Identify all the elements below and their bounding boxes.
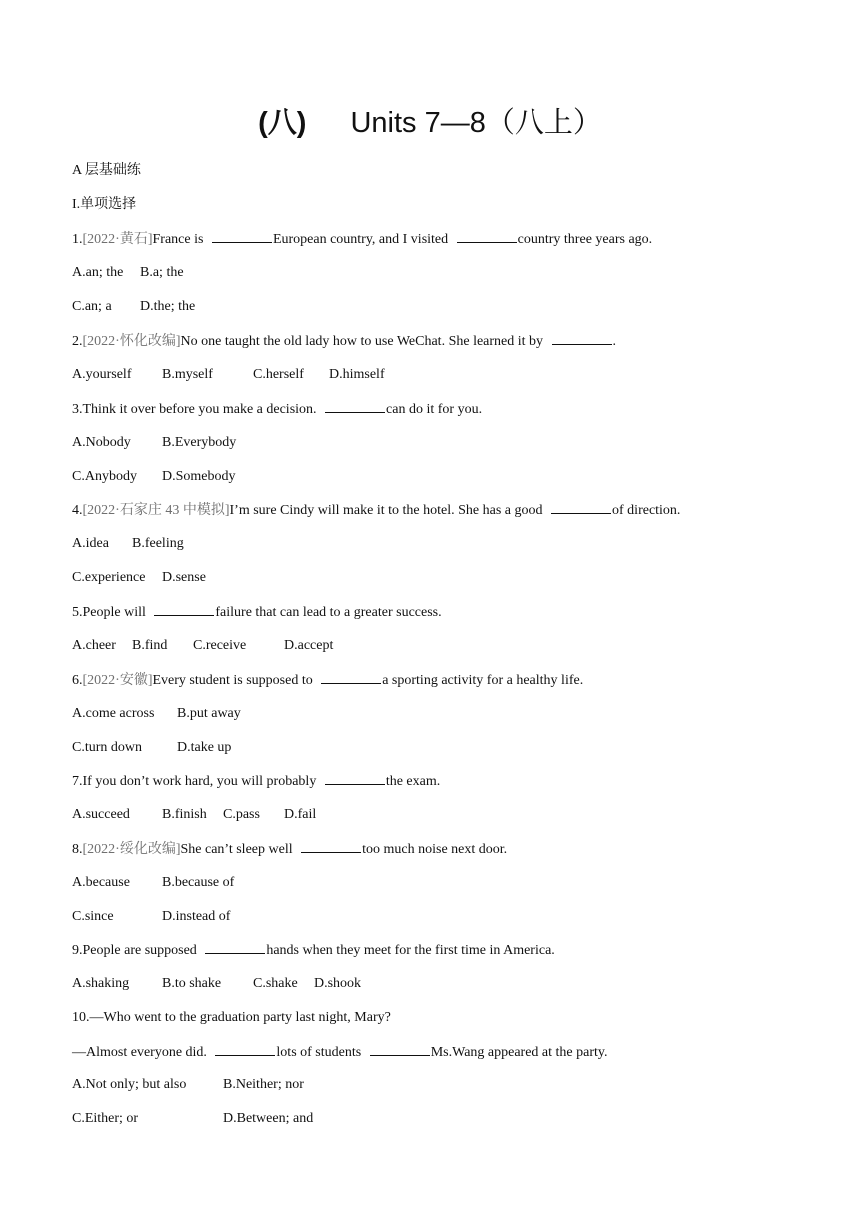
question-number: 5. [72,605,83,620]
options-row [72,975,361,993]
question-text: the exam. [385,774,441,789]
question-10 [72,1009,391,1027]
question-number: 1. [72,232,83,247]
question-9 [72,941,555,960]
option-c: C.since [72,909,114,924]
option-b: B.myself [162,367,213,382]
question-4 [72,501,680,520]
question-number: 3. [72,402,83,417]
option-a: A.yourself [72,367,132,382]
option-a: A.come across [72,706,155,721]
question-text: European country, and I visited [272,232,452,247]
options-row [72,298,195,316]
option-b: B.finish [162,807,207,822]
options-row [72,264,184,282]
question-source: [2022·绥化改编] [82,842,181,857]
option-b: B.Everybody [162,435,237,450]
part-heading: I.单项选择 [72,197,137,212]
answer-blank [321,671,381,684]
question-text: can do it for you. [386,402,483,417]
section-heading: A 层基础练 [72,163,141,178]
option-c: C.herself [253,367,304,382]
question-text: France is [152,232,207,247]
option-a: A.Nobody [72,435,131,450]
question-number: 9. [72,943,83,958]
option-d: D.accept [284,638,334,653]
question-text: Every student is supposed to [152,673,317,688]
page-title [0,100,860,141]
options-row [72,434,236,452]
option-c: C.an; a [72,299,112,314]
question-3 [72,400,482,419]
option-c: C.Anybody [72,469,137,484]
option-d: D.take up [177,740,232,755]
question-text: failure that can lead to a greater success. [215,605,442,620]
question-source: [2022·石家庄 43 中模拟] [82,503,230,518]
question-text: Think it over before you make a decision. [82,402,321,417]
option-c: C.shake [253,976,298,991]
answer-blank [370,1043,430,1056]
question-6 [72,671,583,690]
question-text: She can’t sleep well [180,842,297,857]
answer-blank [325,400,385,413]
option-d: D.fail [284,807,317,822]
option-a: A.cheer [72,638,116,653]
option-b: B.put away [177,706,241,721]
option-b: B.to shake [162,976,222,991]
question-7 [72,772,440,791]
question-text: People are supposed [82,943,201,958]
options-row [72,1110,313,1128]
option-a: A.Not only; but also [72,1077,187,1092]
question-text: lots of students [276,1045,365,1060]
option-c: C.pass [223,807,260,822]
options-row [72,366,385,384]
question-number: 8. [72,842,83,857]
option-d: D.instead of [162,909,231,924]
question-number: 2. [72,334,83,349]
option-d: D.himself [329,367,385,382]
question-source: [2022·黄石] [82,232,153,247]
question-text: too much noise next door. [362,842,508,857]
question-text: Ms.Wang appeared at the party. [430,1045,608,1060]
question-text: hands when they meet for the first time in America. [266,943,555,958]
answer-blank [205,941,265,954]
question-text: a sporting activity for a healthy life. [382,673,584,688]
question-text: country three years ago. [517,232,653,247]
options-row [72,637,333,655]
answer-blank [212,230,272,243]
option-b: B.a; the [140,265,184,280]
answer-blank [457,230,517,243]
option-d: D.shook [314,976,362,991]
question-text: If you don’t work hard, you will probably [82,774,320,789]
option-a: A.an; the [72,265,124,280]
question-text: —Who went to the graduation party last night, Mary? [89,1010,391,1025]
question-1 [72,230,652,249]
option-d: D.sense [162,570,206,585]
answer-blank [325,772,385,785]
option-a: A.shaking [72,976,130,991]
options-row [72,1076,304,1094]
question-8 [72,840,507,859]
option-a: A.succeed [72,807,130,822]
options-row [72,705,241,723]
answer-blank [301,840,361,853]
title-number: (八) [258,107,307,139]
question-source: [2022·安徽] [82,673,153,688]
option-b: B.feeling [132,536,184,551]
option-a: A.because [72,875,130,890]
answer-blank [154,603,214,616]
options-row [72,806,316,824]
option-a: A.idea [72,536,109,551]
question-number: 4. [72,503,83,518]
answer-blank [215,1043,275,1056]
option-d: D.Between; and [223,1111,314,1126]
option-c: C.receive [193,638,247,653]
answer-blank [552,332,612,345]
question-text: —Almost everyone did. [72,1045,211,1060]
question-text: No one taught the old lady how to use WeChat. She learned it by [180,334,547,349]
option-b: B.find [132,638,168,653]
question-text: I’m sure Cindy will make it to the hotel. She has a good [229,503,547,518]
option-c: C.turn down [72,740,142,755]
question-5 [72,603,442,622]
question-text: . [612,334,617,349]
option-d: D.Somebody [162,469,236,484]
title-text: Units 7—8（八上） [350,107,602,139]
question-number: 10. [72,1010,90,1025]
option-b: B.Neither; nor [223,1077,304,1092]
answer-blank [551,501,611,514]
question-number: 7. [72,774,83,789]
question-10-answer [72,1043,608,1062]
options-row [72,908,230,926]
options-row [72,874,234,892]
options-row [72,739,231,757]
question-text: of direction. [612,503,681,518]
option-b: B.because of [162,875,235,890]
option-c: C.experience [72,570,146,585]
question-2 [72,332,616,351]
options-row [72,569,206,587]
options-row [72,468,236,486]
question-text: People will [82,605,150,620]
options-row [72,535,184,553]
option-d: D.the; the [140,299,196,314]
question-number: 6. [72,673,83,688]
question-source: [2022·怀化改编] [82,334,181,349]
option-c: C.Either; or [72,1111,139,1126]
